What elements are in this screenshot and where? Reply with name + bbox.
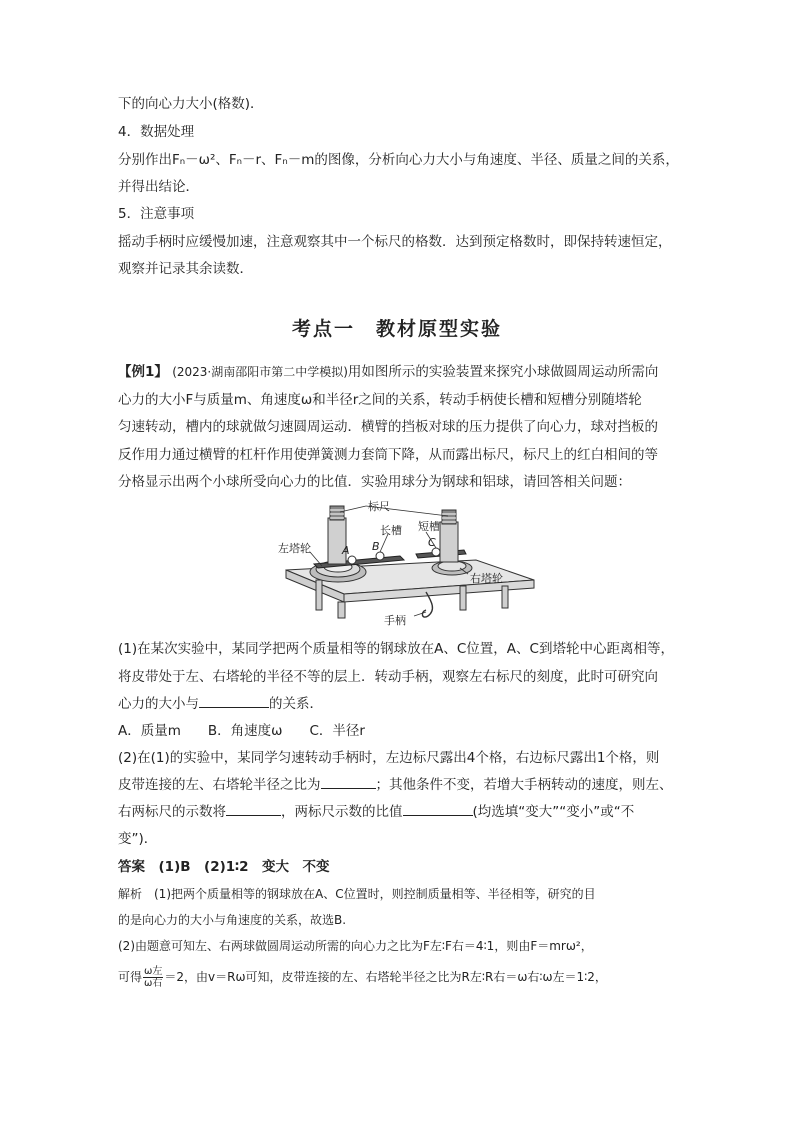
example-line: 心力的大小F与质量m、角速度ω和半径r之间的关系，转动手柄使长槽和短槽分别随塔轮: [118, 392, 642, 408]
question-1-line: [118, 693, 323, 715]
answer-blank: [321, 774, 376, 789]
question-2-line: (2)在(1)的实验中，某同学匀速转动手柄时，左边标尺露出4个格，右边标尺露出1个格，则: [118, 750, 660, 766]
apparatus-figure: [276, 498, 546, 630]
text-line: 下的向心力大小(格数)．: [118, 96, 264, 112]
fraction-denominator: ω右: [144, 978, 163, 989]
label-handle: 手柄: [384, 614, 406, 627]
example-line: [118, 361, 658, 383]
example-line: 匀速转动，槽内的球就做匀速圆周运动．横臂的挡板对球的压力提供了向心力，球对挡板的: [118, 419, 658, 435]
label-short-slot: 短槽: [418, 520, 440, 533]
example-text: 用如图所示的实验装置来探究小球做圆周运动所需向: [347, 364, 659, 380]
section-title-data-processing: 4．数据处理: [118, 124, 195, 140]
q2-text: ；其他条件不变，若增大手柄转动的速度，则左、: [375, 777, 673, 793]
text-line: 分别作出Fₙ－ω²、Fₙ－r、Fₙ－m的图像，分析向心力大小与角速度、半径、质量之间的关系，: [118, 152, 679, 168]
label-b: B: [372, 540, 380, 553]
answer-blank: [403, 801, 473, 816]
example-tag: 【例1】: [118, 364, 168, 380]
question-2-line: [118, 801, 634, 823]
fraction-numerator: ω左: [144, 966, 163, 977]
example-line: 分格显示出两个小球所受向心力的比值．实验用球分为钢球和铝球，请回答相关问题：: [118, 474, 631, 490]
section-title-notes: 5．注意事项: [118, 206, 195, 222]
answer-blank: [226, 801, 281, 816]
analysis-line: [118, 966, 607, 989]
example-line: 反作用力通过横臂的杠杆作用使弹簧测力套筒下降，从而露出标尺，标尺上的红白相间的等: [118, 447, 658, 463]
analysis-line: 解析 (1)把两个质量相等的钢球放在A、C位置时，则控制质量相等、半径相等，研究的目: [118, 887, 596, 901]
label-a: A: [342, 544, 350, 557]
question-1-line: (1)在某次实验中，某同学把两个质量相等的钢球放在A、C位置，A、C到塔轮中心距离相等，: [118, 641, 674, 657]
q2-text: 皮带连接的左、右塔轮半径之比为: [118, 777, 321, 793]
q2-text: (均选填“变大”“变小”或“不: [472, 804, 635, 820]
text-line: 并得出结论．: [118, 179, 199, 195]
label-c: C: [428, 536, 436, 549]
analysis-text: ＝2，由v＝Rω可知，皮带连接的左、右塔轮半径之比为R左∶R右＝ω右∶ω左＝1∶2，: [164, 970, 607, 984]
question-2-line: 变”)．: [118, 831, 158, 847]
fraction: [143, 966, 163, 989]
label-left-wheel: 左塔轮: [278, 542, 311, 555]
text-line: 摇动手柄时应缓慢加速，注意观察其中一个标尺的格数．达到预定格数时，即保持转速恒定，: [118, 234, 672, 250]
analysis-line: (2)由题意可知左、右两球做圆周运动所需的向心力之比为F左∶F右＝4∶1，则由F＝mrω²，: [118, 939, 593, 953]
page-heading: 考点一 教材原型实验: [291, 318, 502, 340]
answer-line: 答案 (1)B (2)1∶2 变大 不变: [118, 859, 330, 875]
label-ruler: 标尺: [368, 500, 390, 513]
q2-text: 右两标尺的示数将: [118, 804, 226, 820]
q1-text: 的关系．: [269, 696, 323, 712]
analysis-text: 可得: [118, 970, 143, 984]
question-1-line: 将皮带处于左、右塔轮的半径不等的层上．转动手柄，观察左右标尺的刻度，此时可研究向: [118, 669, 658, 685]
answer-blank: [199, 693, 269, 708]
analysis-line: 的是向心力的大小与角速度的关系，故选B.: [118, 913, 347, 927]
q2-text: ，两标尺示数的比值: [281, 804, 403, 820]
text-line: 观察并记录其余读数．: [118, 261, 253, 277]
label-right-wheel: 右塔轮: [470, 572, 503, 585]
label-long-slot: 长槽: [380, 524, 402, 537]
example-source: (2023·湖南邵阳市第二中学模拟): [172, 365, 348, 379]
q1-text: 心力的大小与: [118, 696, 199, 712]
question-1-options: A．质量m B．角速度ω C．半径r: [118, 723, 365, 739]
question-2-line: [118, 774, 673, 796]
